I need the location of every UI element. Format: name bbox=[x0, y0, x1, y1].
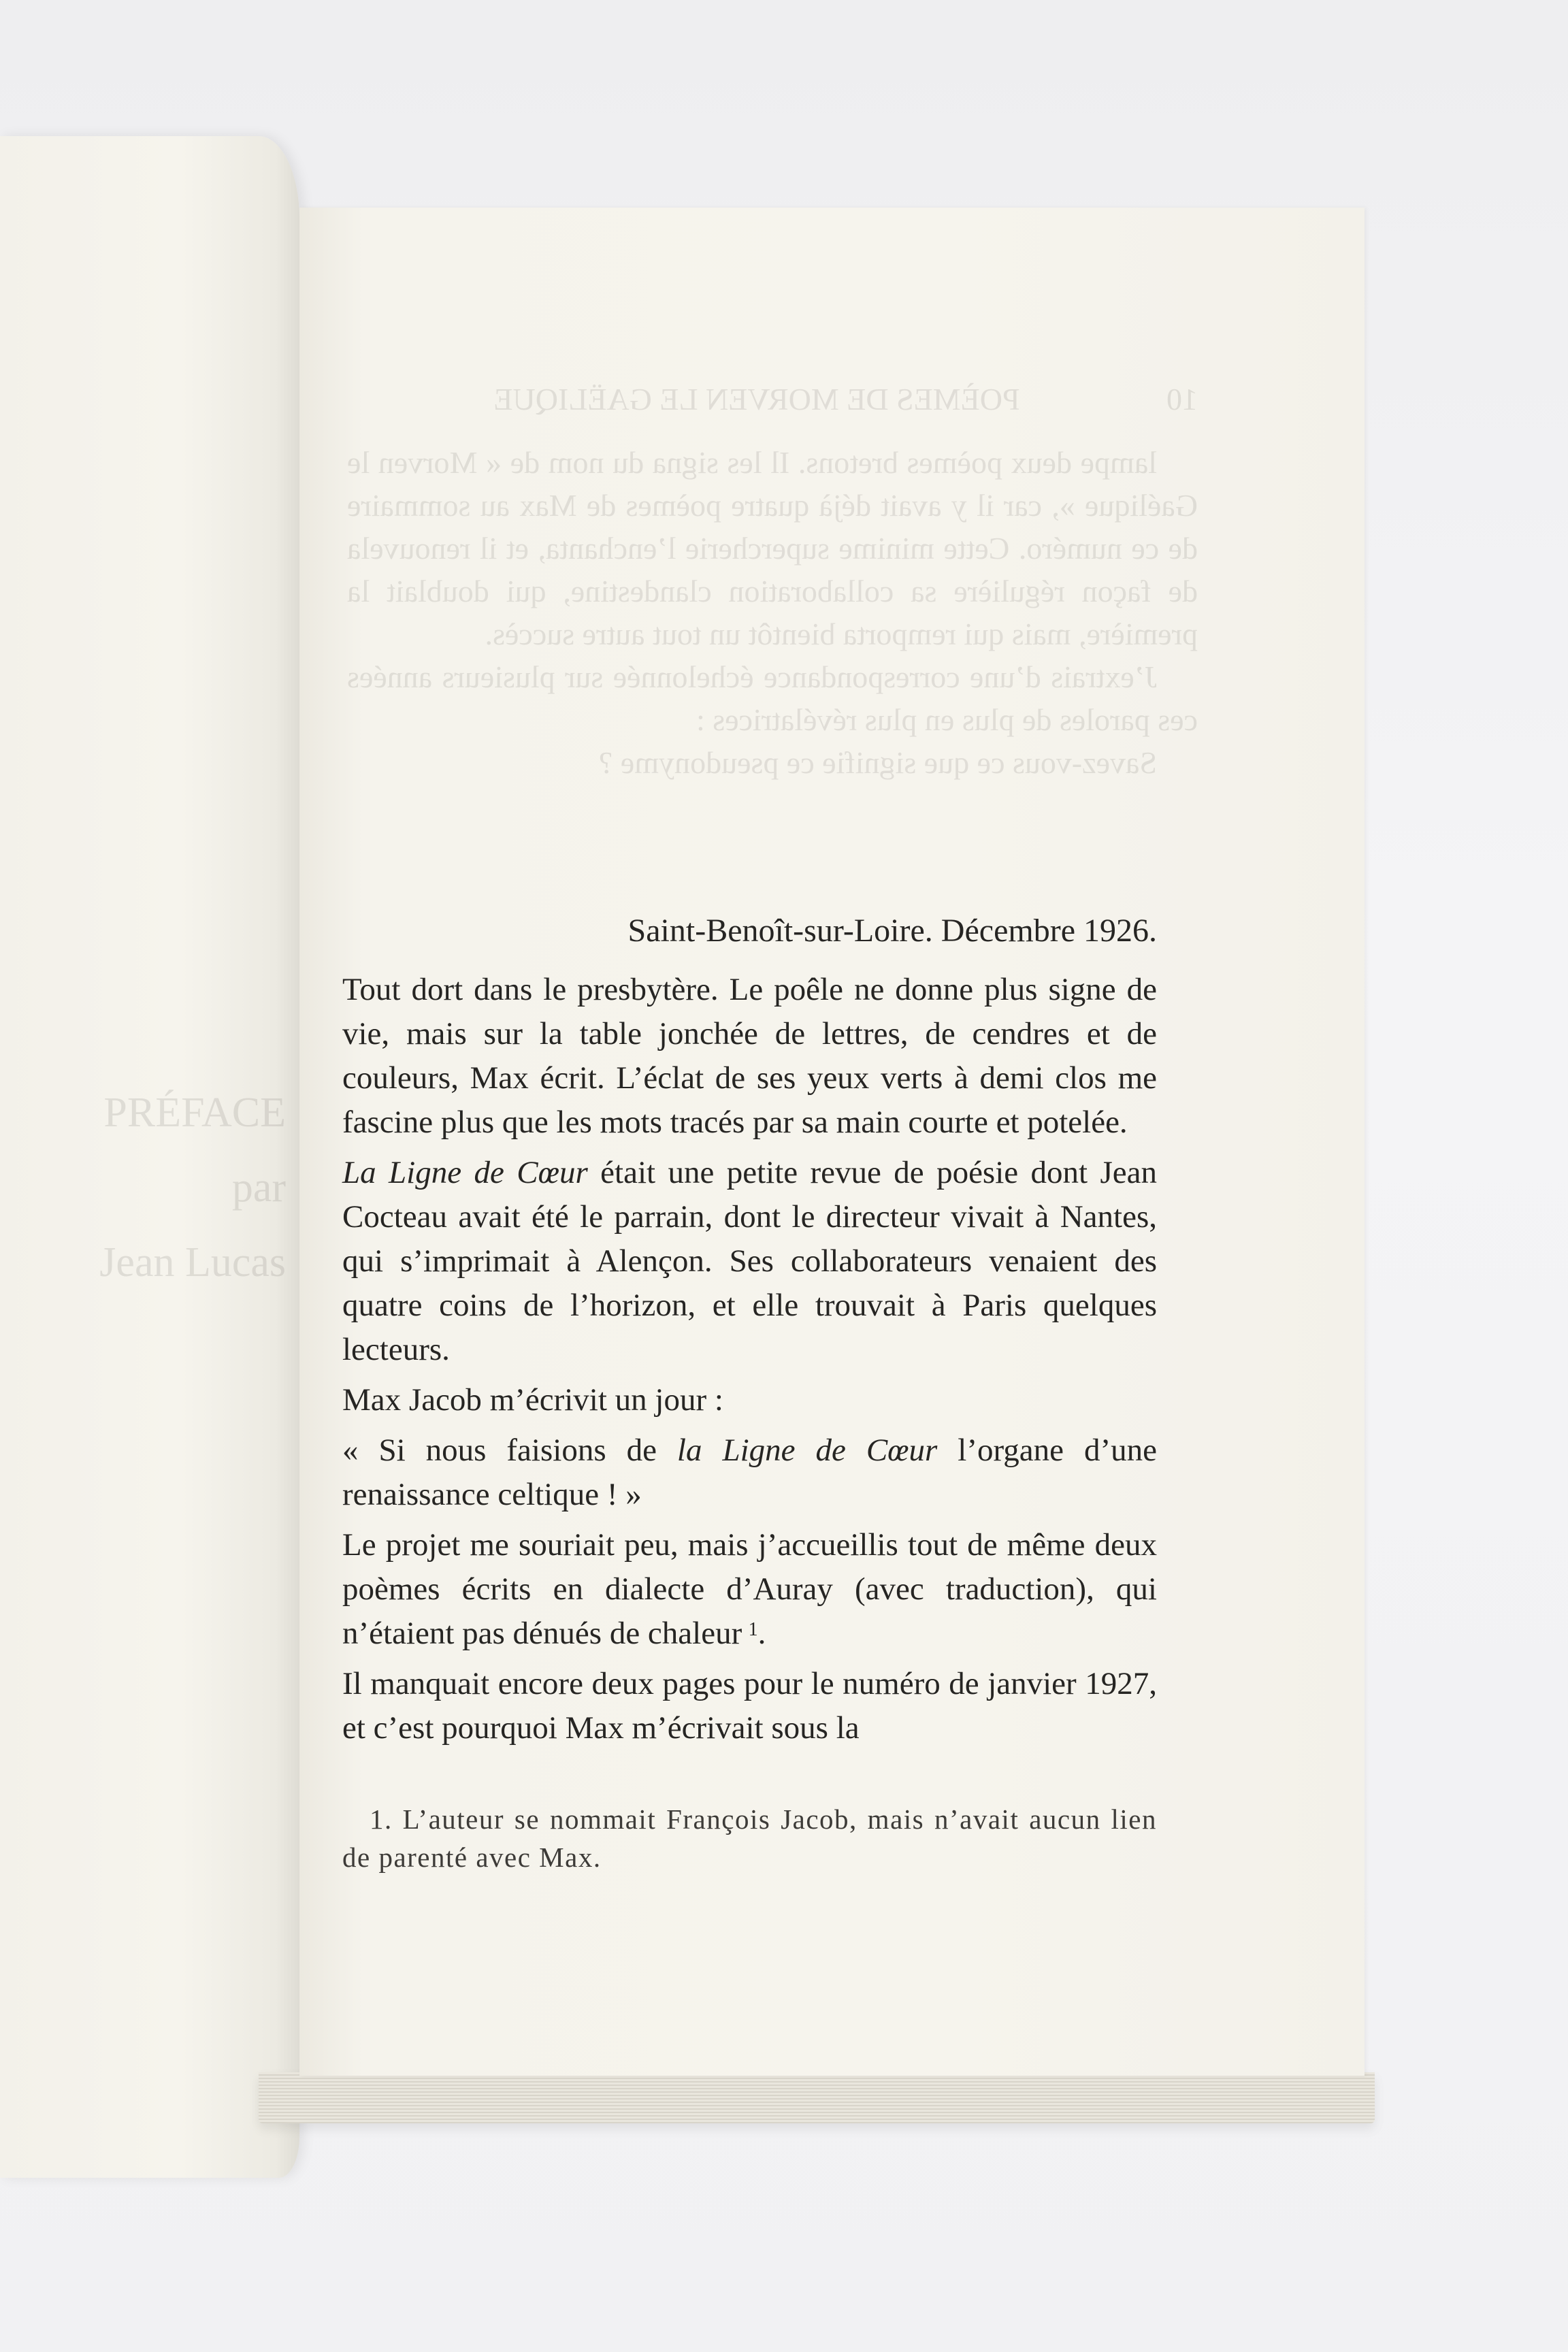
paragraph bbox=[342, 1523, 1157, 1656]
show-through-paragraph: Savez-vous ce que signifie ce pseudonyme ? bbox=[598, 745, 1157, 780]
italic-title: La Ligne de Cœur bbox=[342, 1155, 588, 1190]
paragraph-end: . bbox=[757, 1616, 766, 1651]
show-through-paragraph: lampe deux poèmes bretons. Il les signa du nom de « Morven le Gaélique », car il y avait déjà quatre poèmes de Max au sommaire de ce numéro. Cette minime supercherie l’enchanta, et il renouvela de façon régulière sa collaboration clandestine, qui doublait la première, mais qui remporta bientôt un tout autre succès. bbox=[347, 445, 1198, 651]
paragraph bbox=[342, 1428, 1157, 1517]
paragraph bbox=[342, 1662, 1157, 1750]
reverse-side-show-through bbox=[347, 378, 1198, 784]
paragraph-text: Le projet me souriait peu, mais j’accueillis tout de même deux poèmes écrits en dialecte d’Auray (avec traduction), qui n’étaient pas dénués de chaleur bbox=[342, 1527, 1157, 1651]
ghost-line: par bbox=[231, 1164, 286, 1211]
show-through-folio: 10 bbox=[1166, 382, 1198, 416]
footnote-reference: 1 bbox=[748, 1619, 758, 1640]
paragraph-text: Tout dort dans le presbytère. Le poêle ne donne plus signe de vie, mais sur la table jonchée de lettres, de cendres et de couleurs, Max écrit. L’éclat de ses yeux verts à demi clos me fascine plus que les mots tracés par sa main courte et potelée. bbox=[342, 972, 1157, 1140]
paragraph bbox=[342, 1151, 1157, 1372]
paragraph bbox=[342, 968, 1157, 1145]
paragraph-text: l’organe d’une renaissance celtique ! » bbox=[342, 1433, 1158, 1512]
left-page bbox=[0, 136, 299, 2178]
show-through-header bbox=[347, 378, 1198, 421]
show-through-running-head: POÈMES DE MORVEN LE GAËLIQUE bbox=[493, 382, 1020, 416]
ghost-line: PRÉFACE bbox=[103, 1090, 286, 1136]
main-text-block bbox=[342, 909, 1157, 1757]
paragraph-text: Il manquait encore deux pages pour le numéro de janvier 1927, et c’est pourquoi Max m’écrivait sous la bbox=[342, 1666, 1157, 1746]
footnote-text: L’auteur se nommait François Jacob, mais n’avait aucun lien de parenté avec Max. bbox=[342, 1803, 1157, 1873]
ghost-line: Jean Lucas bbox=[99, 1239, 286, 1286]
page-stack-edge bbox=[259, 2072, 1375, 2123]
paragraph bbox=[342, 1378, 1157, 1422]
paragraph-text: Max Jacob m’écrivit un jour : bbox=[342, 1382, 723, 1418]
dateline: Saint-Benoît-sur-Loire. Décembre 1926. bbox=[627, 913, 1157, 949]
left-page-show-through bbox=[14, 1075, 286, 1300]
paragraph-text: était une petite revue de poésie dont Jean Cocteau avait été le parrain, dont le directeur vivait à Nantes, qui s’imprimait à Alençon. Ses collaborateurs venaient des quatre coins de l’horizon, et elle trouvait à Paris quelques lecteurs. bbox=[342, 1155, 1158, 1367]
footnote bbox=[342, 1800, 1157, 1876]
show-through-paragraph: J’extrais d’une correspondance échelonnée sur plusieurs années ces paroles de plus en plus révélatrices : bbox=[347, 659, 1198, 737]
footnote-number: 1. bbox=[370, 1803, 393, 1835]
italic-title: la Ligne de Cœur bbox=[676, 1433, 938, 1468]
paragraph-text: « Si nous faisions de bbox=[342, 1433, 677, 1468]
